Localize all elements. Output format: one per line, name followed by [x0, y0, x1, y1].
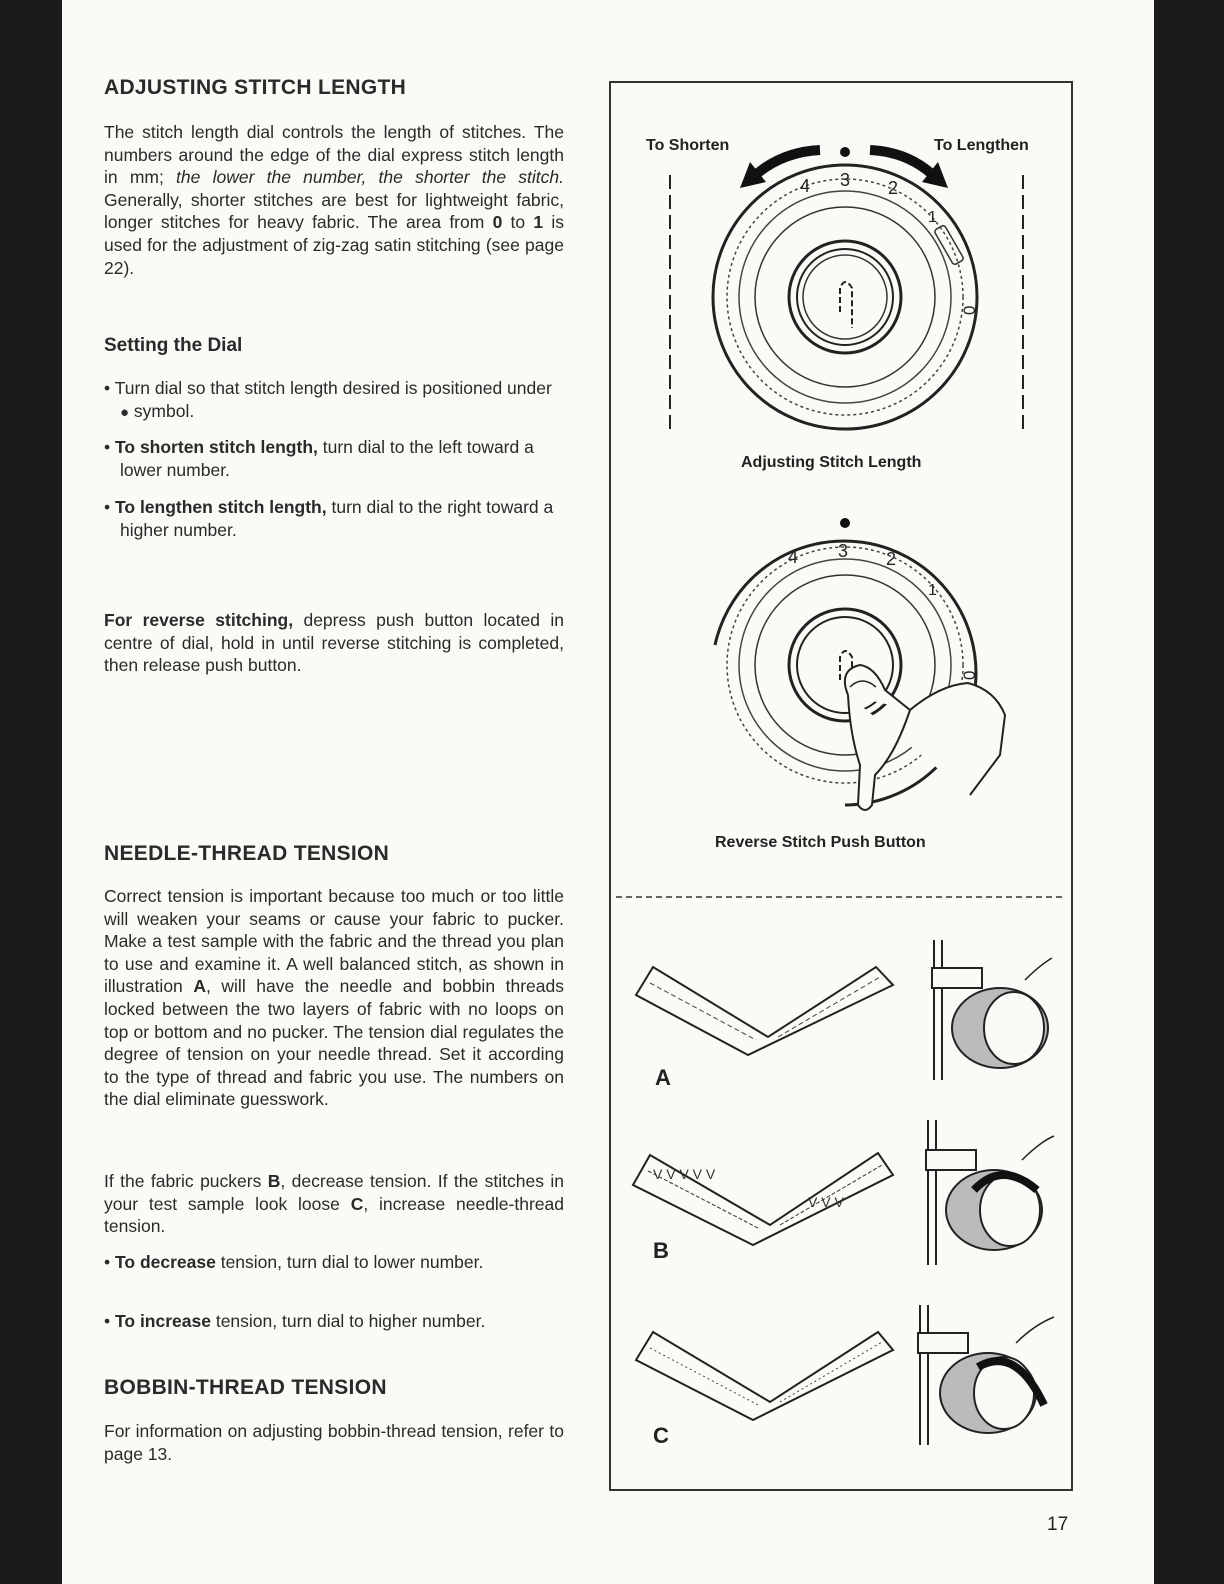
label-a: A [655, 1065, 671, 1090]
svg-text:4: 4 [788, 547, 799, 567]
fabric-sample-b [628, 1145, 898, 1250]
bullet-turn-dial: • Turn dial so that stitch length desired is positioned under ● symbol. [104, 378, 552, 421]
reverse-stitching-paragraph: For reverse stitching, depress push button located in centre of dial, hold in until reverse stitching is completed, then release push button. [104, 610, 564, 676]
reverse-button-illustration [700, 505, 1020, 825]
section-heading-bobbin-tension: BOBBIN-THREAD TENSION [104, 1376, 387, 1399]
reverse-arrow-icon [840, 282, 852, 328]
dial-number-0: 0 [960, 305, 979, 315]
bullet-increase: • To increase tension, turn dial to higher number. [104, 1311, 486, 1331]
svg-text:3: 3 [838, 541, 849, 561]
fabric-sample-a [628, 955, 898, 1060]
bullet-shorten: • To shorten stitch length, turn dial to the left toward a lower number. [104, 437, 534, 480]
subheading-setting-dial: Setting the Dial [104, 335, 243, 356]
svg-text:V V V: V V V [808, 1194, 844, 1210]
dial-number-4: 4 [800, 176, 811, 196]
stitch-length-dial-illustration [640, 140, 1060, 445]
dial-indicator-dot [840, 147, 850, 157]
svg-text:1: 1 [928, 582, 937, 599]
caption-adjusting-stitch-length: Adjusting Stitch Length [741, 454, 922, 471]
svg-text:2: 2 [886, 549, 897, 569]
dial-number-3: 3 [840, 170, 851, 190]
dial-number-1: 1 [928, 209, 937, 226]
tension-dial-b [922, 1120, 1060, 1265]
pucker-paragraph: If the fabric puckers B, decrease tension. If the stitches in your test sample look loose C, increase needle-thread tension. [104, 1171, 564, 1237]
fabric-sample-c [628, 1320, 898, 1425]
section-heading-needle-tension: NEEDLE-THREAD TENSION [104, 842, 390, 865]
tension-dial-a [930, 940, 1060, 1080]
bullet-decrease: • To decrease tension, turn dial to lower number. [104, 1252, 484, 1272]
dial-number-2: 2 [888, 178, 899, 198]
left-arrow-icon [752, 150, 820, 178]
right-arrow-icon [870, 150, 936, 178]
to-shorten-label: To Shorten [646, 137, 730, 154]
finger-illustration [845, 665, 1005, 810]
dashed-divider [612, 895, 1070, 899]
stitch-length-paragraph: The stitch length dial controls the length of stitches. The numbers around the edge of the dial express stitch length in mm; the lower the number, the shorter the stitch. Generally, shorter stitches are best for lightweight fabric, longer stitches for heavy fabric. The area from 0 to 1 is used for the adjustment of zig-zag satin stitching (see page 22). [104, 122, 565, 278]
bobbin-tension-paragraph: For information on adjusting bobbin-thread tension, refer to page 13. [104, 1421, 564, 1464]
to-lengthen-label: To Lengthen [934, 137, 1029, 154]
svg-text:V V V V V: V V V V V [653, 1166, 716, 1182]
bullet-lengthen: • To lengthen stitch length, turn dial to the right toward a higher number. [104, 497, 554, 540]
label-b: B [653, 1238, 669, 1263]
caption-reverse-stitch: Reverse Stitch Push Button [715, 834, 926, 851]
svg-text:0: 0 [960, 670, 979, 680]
tension-dial-c [916, 1305, 1060, 1445]
dial-indicator-dot [840, 518, 850, 528]
label-c: C [653, 1423, 669, 1448]
section-heading-stitch-length: ADJUSTING STITCH LENGTH [104, 76, 407, 99]
page-number: 17 [1047, 1514, 1069, 1535]
needle-tension-paragraph: Correct tension is important because too much or too little will weaken your seams or cause your fabric to pucker. Make a test sample with the fabric and the thread you plan to use and examine it. A well balanced stitch, as shown in illustration A, will have the needle and bobbin threads locked between the two layers of fabric with no loops on top or bottom and no pucker. The tension dial regulates the degree of tension on your needle thread. Set it according to the type of thread and fabric you use. The numbers on the dial eliminate guesswork. [104, 886, 564, 1110]
